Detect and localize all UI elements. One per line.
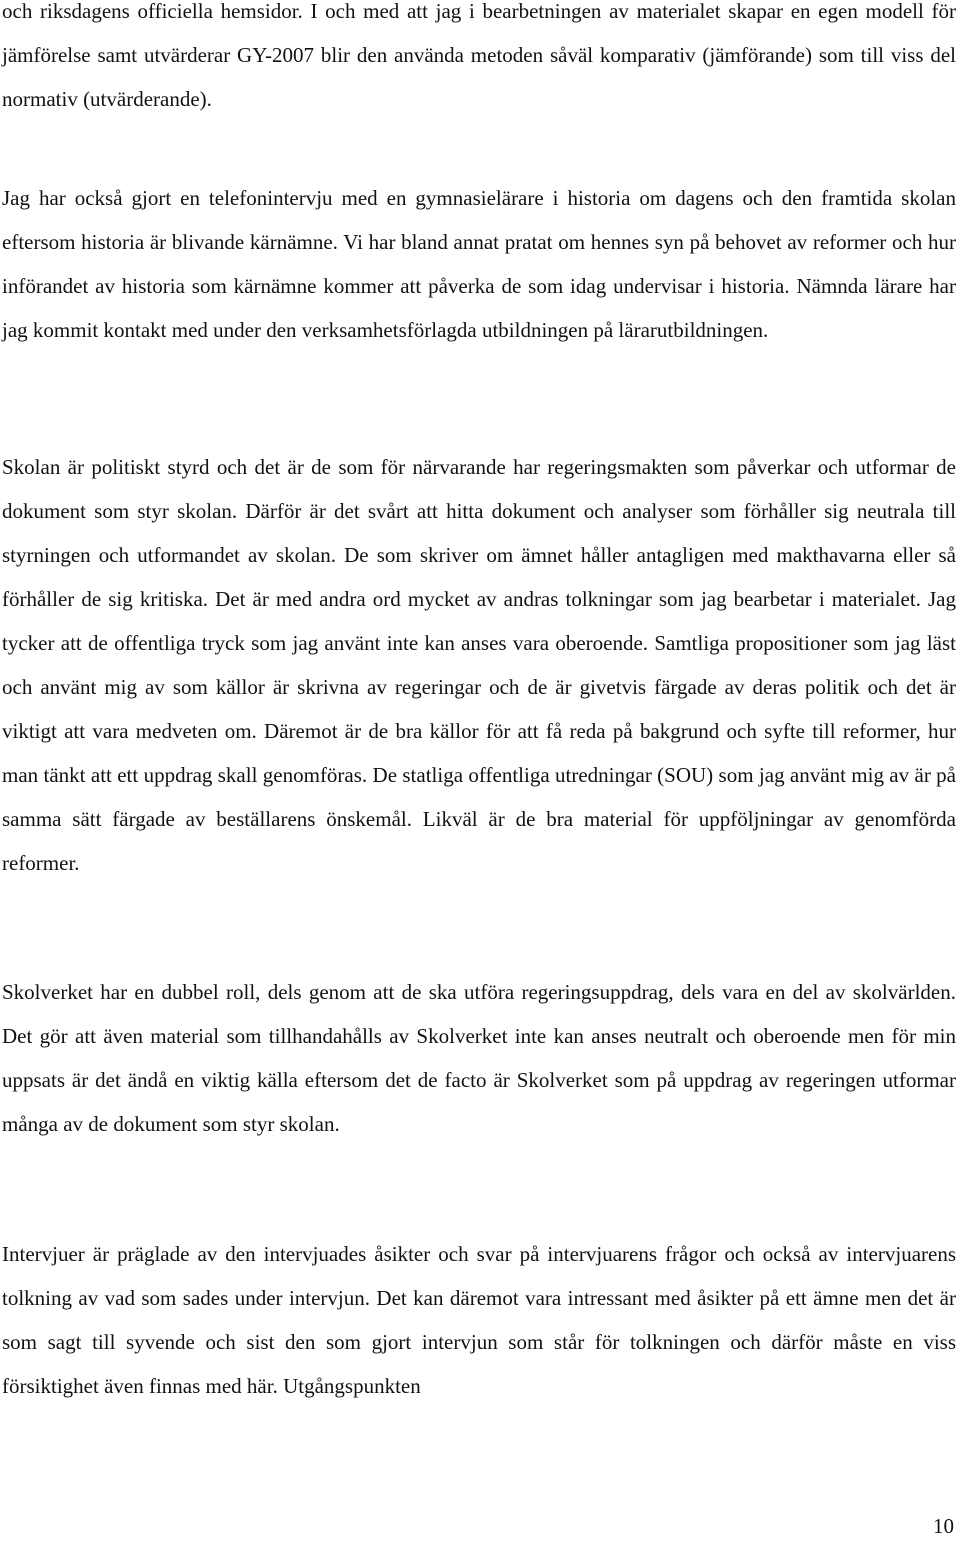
paragraph-method-comparative: och riksdagens officiella hemsidor. I och med att jag i bearbetningen av materialet skapar en egen modell för jämförelse samt utvärderar GY-2007 blir den använda metoden såväl komparativ (jämförande) som till viss del normativ (utvärderande). [2, 0, 956, 111]
paragraph-source-criticism: Skolan är politiskt styrd och det är de som för närvarande har regeringsmakten som påverkar och utformar de dokument som styr skolan. Därför är det svårt att hitta dokument och analyser som förhåller sig neutrala till styrningen och utformandet av skolan. De som skriver om ämnet håller antagligen med makthavarna eller så förhåller de sig kritiska. Det är med andra ord mycket av andras tolkningar som jag bearbetar i materialet. Jag tycker att de offentliga tryck som jag använt inte kan anses vara oberoende. Samtliga propositioner som jag läst och använt mig av som källor är skrivna av regeringar och de är givetvis färgade av deras politik och det är viktigt att vara medveten om. Däremot är de bra källor för att få reda på bakgrund och syfte till reformer, hur man tänkt att ett uppdrag skall genomföras. De statliga offentliga utredningar (SOU) som jag använt mig av är på samma sätt färgade av beställarens önskemål. Likväl är de bra material för uppföljningar av genomförda reformer. [2, 455, 956, 875]
paragraph-interview-bias: Intervjuer är präglade av den intervjuades åsikter och svar på intervjuarens frågor och också av intervjuarens tolkning av vad som sades under intervjun. Det kan däremot vara intressant med åsikter på ett ämne men det är som sagt till syvende och sist den som gjort intervjun som står för tolkningen och därför måste en viss försiktighet även finnas med här. Utgångspunkten [2, 1242, 956, 1398]
page-number: 10 [933, 1514, 954, 1538]
paragraph-telephone-interview: Jag har också gjort en telefonintervju med en gymnasielärare i historia om dagens och den framtida skolan eftersom historia är blivande kärnämne. Vi har bland annat pratat om hennes syn på behovet av reformer och hur införandet av historia som kärnämne kommer att påverka de som idag undervisar i historia. Nämnda lärare har jag kommit kontakt med under den verksamhetsförlagda utbildningen på lärarutbildningen. [2, 186, 956, 342]
paragraph-skolverket-role: Skolverket har en dubbel roll, dels genom att de ska utföra regeringsuppdrag, dels vara en del av skolvärlden. Det gör att även material som tillhandahålls av Skolverket inte kan anses neutralt och oberoende men för min uppsats är det ändå en viktig källa eftersom det de facto är Skolverket som på uppdrag av regeringen utformar många av de dokument som styr skolan. [2, 980, 956, 1136]
